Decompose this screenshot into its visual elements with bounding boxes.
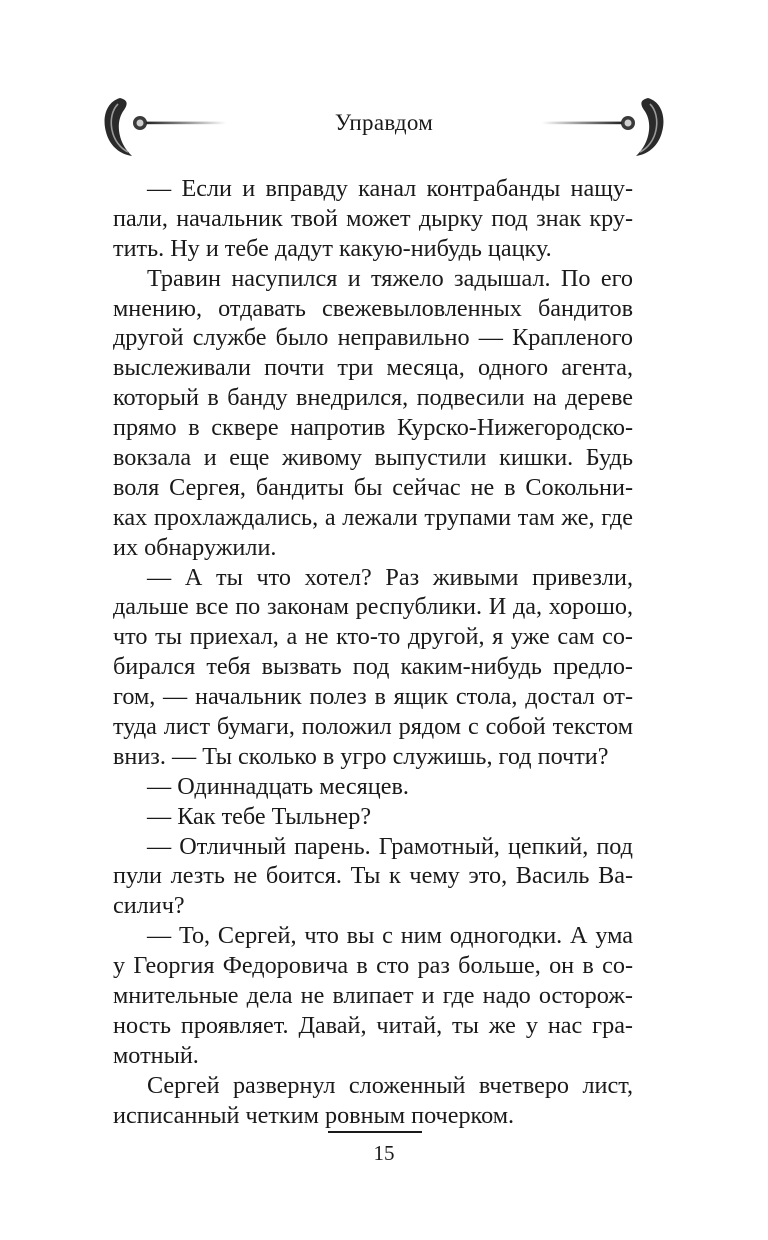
running-title: Управдом bbox=[334, 110, 434, 135]
text-line: Сергей развернул сложенный вчетверо лист, bbox=[147, 1071, 633, 1099]
text-line: у Георгия Федоровича в сто раз больше, он в со- bbox=[113, 952, 633, 980]
text-line: Травин насупился и тяжело задышал. По его bbox=[147, 264, 633, 292]
text-line: прямо в сквере напротив Курско-Нижегородско- bbox=[113, 414, 633, 442]
text-line: что ты приехал, а не кто-то другой, я уже сам со- bbox=[113, 623, 633, 651]
text-line: — Одиннадцать месяцев. bbox=[147, 772, 409, 800]
text-line: гом, — начальник полез в ящик стола, достал от- bbox=[113, 683, 633, 711]
text-line: ность проявляет. Давай, читай, ты же у нас гра- bbox=[113, 1011, 633, 1039]
text-line: мотный. bbox=[113, 1041, 199, 1069]
text-line: пали, начальник твой может дырку под знак кру- bbox=[113, 204, 633, 232]
text-line: силич? bbox=[113, 892, 185, 920]
page-number: 15 bbox=[373, 1141, 395, 1165]
text-line: дальше все по законам республики. И да, хорошо, bbox=[113, 593, 633, 621]
text-line: — Отличный парень. Грамотный, цепкий, под bbox=[147, 832, 633, 860]
footer-rule bbox=[328, 1131, 422, 1133]
text-line: — То, Сергей, что вы с ним одногодки. А ума bbox=[147, 922, 633, 950]
text-line: выслеживали почти три месяца, одного агента, bbox=[113, 354, 633, 382]
text-line: который в банду внедрился, подвесили на дереве bbox=[113, 384, 633, 412]
text-line: другой службе было неправильно — Крапленого bbox=[113, 324, 633, 352]
page-header bbox=[0, 92, 768, 162]
text-line: их обнаружили. bbox=[113, 533, 277, 561]
text-line: бирался тебя вызвать под каким-нибудь предло- bbox=[113, 653, 633, 681]
text-line: тить. Ну и тебе дадут какую-нибудь цацку. bbox=[113, 234, 552, 262]
text-line: — Если и вправду канал контрабанды нащу- bbox=[147, 175, 633, 202]
text-line: воля Сергея, бандиты бы сейчас не в Сокольни- bbox=[113, 473, 633, 501]
text-line: исписанный четким ровным почерком. bbox=[113, 1101, 515, 1129]
scroll-ornament-icon bbox=[540, 92, 670, 162]
text-line: пули лезть не боится. Ты к чему это, Василь Ва- bbox=[113, 862, 633, 890]
text-line: мнению, отдавать свежевыловленных бандитов bbox=[113, 294, 633, 322]
text-line: — А ты что хотел? Раз живыми привезли, bbox=[147, 563, 633, 591]
text-line: ках прохлаждались, а лежали трупами там же, где bbox=[113, 503, 633, 531]
text-line: туда лист бумаги, положил рядом с собой текстом bbox=[113, 713, 633, 741]
text-line: вниз. — Ты сколько в угро служишь, год почти? bbox=[113, 742, 609, 770]
text-line: вокзала и еще живому выпустили кишки. Будь bbox=[113, 444, 633, 472]
text-line: — Как тебе Тыльнер? bbox=[147, 802, 372, 830]
body-text bbox=[113, 174, 633, 1131]
text-line: мнительные дела не влипает и где надо осторож- bbox=[113, 982, 633, 1010]
